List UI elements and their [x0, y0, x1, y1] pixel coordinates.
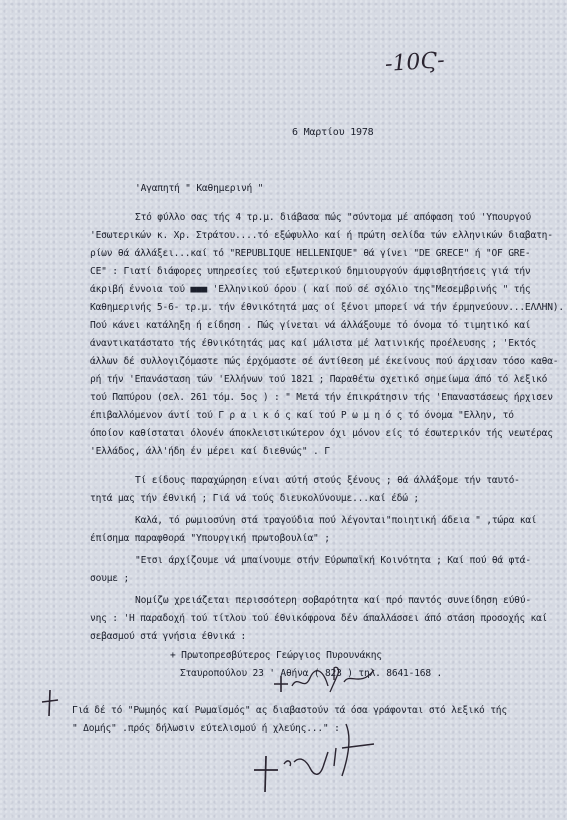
text-line: σεβασμού στά γνήσια έθνικά : [90, 631, 247, 642]
text-line: "Ετσι άρχίζουμε νά μπαίνουμε στήν Εύρωπαϊκή Κοινότητα ; Καί πού θά φτά- [135, 555, 531, 566]
text-line: άναντικατάστατο τής έθνικότητάς μας καί μάλιστα μέ λατινικής προέλευσης ; 'Εκτός [90, 338, 537, 349]
text-line: Πού κάνει κατάληξη ή είδηση . Πώς γίνεται νά άλλάξουμε τό όνομα τό τιμητικό καί [90, 320, 531, 331]
text-line: ρίων θά άλλάξει...καί τό "REPUBLIQUE HELLENIQUE" θά γίνει "DE GRECE" ή "OF GRE- [90, 248, 531, 259]
text-line: Καθημερινής 5-6- τρ.μ. τήν έθνικότητά μας οί ξένοι μπορεί νά τήν έρμηνεύουν...ΕΛΛΗΝ). [90, 302, 564, 313]
page-number: -10Ϛ- [384, 47, 446, 78]
text-line: άκριβή έννοια τού ■■■ 'Ελληνικού όρου ( καί πού σέ σχόλιο της"Μεσεμβρινής " τής [90, 284, 531, 295]
text-line: τητά μας τήν έθνική ; Γιά νά τούς διευκολύνουμε...καί έδώ ; [90, 493, 419, 504]
text-line: " Δομής" .πρός δήλωσιν εύτελισμού ή χλεύης..." : [72, 723, 340, 734]
text-line: άλλων δέ συλλογιζόμαστε πώς έρχόμαστε σέ άντίθεση μέ έκείνους πού άρχισαν τόσο καθα- [90, 356, 559, 367]
signer-address: Σταυροπούλου 23 ' Αθήνα ( 823 ) τηλ. 8641-168 . [180, 668, 443, 679]
text-line: ρή τήν 'Επανάσταση τών 'Ελλήνων τού 1821 ; Παραθέτω σχετικό σημείωμα άπό τό λεξικό [90, 374, 548, 385]
text-line: όποίον καθίσταται όλονέν άποκλειστικώτερον όχι μόνον είς τό έσωτερικόν τής νεωτέρας [90, 428, 553, 439]
text-line: έπιβαλλόμενον άντί τού Γ ρ α ι κ ό ς καί τού Ρ ω μ η ό ς τό όνομα "Ελλην, τό [90, 410, 514, 421]
text-line: Στό φύλλο σας τής 4 τρ.μ. διάβασα πώς "σύντομα μέ απόφαση τού 'Υπουργού [135, 212, 531, 223]
text-line: Καλά, τό ρωμιοσύνη στά τραγούδια πού λέγονται"ποιητική άδεια " ,τώρα καί [135, 515, 537, 526]
text-line: Τί είδους παραχώρηση είναι αύτή στούς ξένους ; θά άλλάξομε τήν ταυτό- [135, 475, 520, 486]
text-line: 'Ελλάδος, άλλ'ήδη έν μέρει καί διεθνώς" . Γ [90, 446, 330, 457]
text-line: σουμε ; [90, 573, 130, 584]
text-line: νης : 'Η παραδοχή τού τίτλου τού έθνικόφρονα δέν άπαλλάσσει άπό στάση προσοχής καί [90, 613, 548, 624]
salutation: 'Αγαπητή " Καθημερινή " [135, 183, 264, 194]
signer-name: + Πρωτοπρεσβύτερος Γεώργιος Πυρουνάκης [170, 650, 382, 661]
text-line: τού Παπύρου (σελ. 261 τόμ. 5ος ) : " Μετά τήν έπικράτησιν τής 'Επαναστάσεως ήρχισεν [90, 392, 553, 403]
text-line: 'Εσωτερικών κ. Χρ. Στράτου....τό εξώφυλλο καί ή πρώτη σελίδα τών ελληνικών διαβατη- [90, 230, 553, 241]
text-line: Νομίζω χρειάζεται περισσότερη σοβαρότητα καί πρό παντός συνείδηση εύθύ- [135, 595, 531, 606]
text-line: έπίσημα παραφθορά "Υπουργική πρωτοβουλία" ; [90, 533, 330, 544]
cross-mark-icon [38, 688, 62, 718]
text-line: CE" : Γιατί διάφορες υπηρεσίες τού εξωτερικού δημιουργούν άμφισβητήσεις γιά τήν [90, 266, 531, 277]
handwritten-signature-bottom [250, 718, 390, 798]
text-line: Γιά δέ τό "Ρωμηός καί Ρωμαϊσμός" ας διαβαστούν τά όσα γράφονται στό λεξικό τής [72, 705, 507, 716]
handwritten-signature [270, 662, 380, 696]
letter-date: 6 Μαρτίου 1978 [292, 127, 374, 138]
